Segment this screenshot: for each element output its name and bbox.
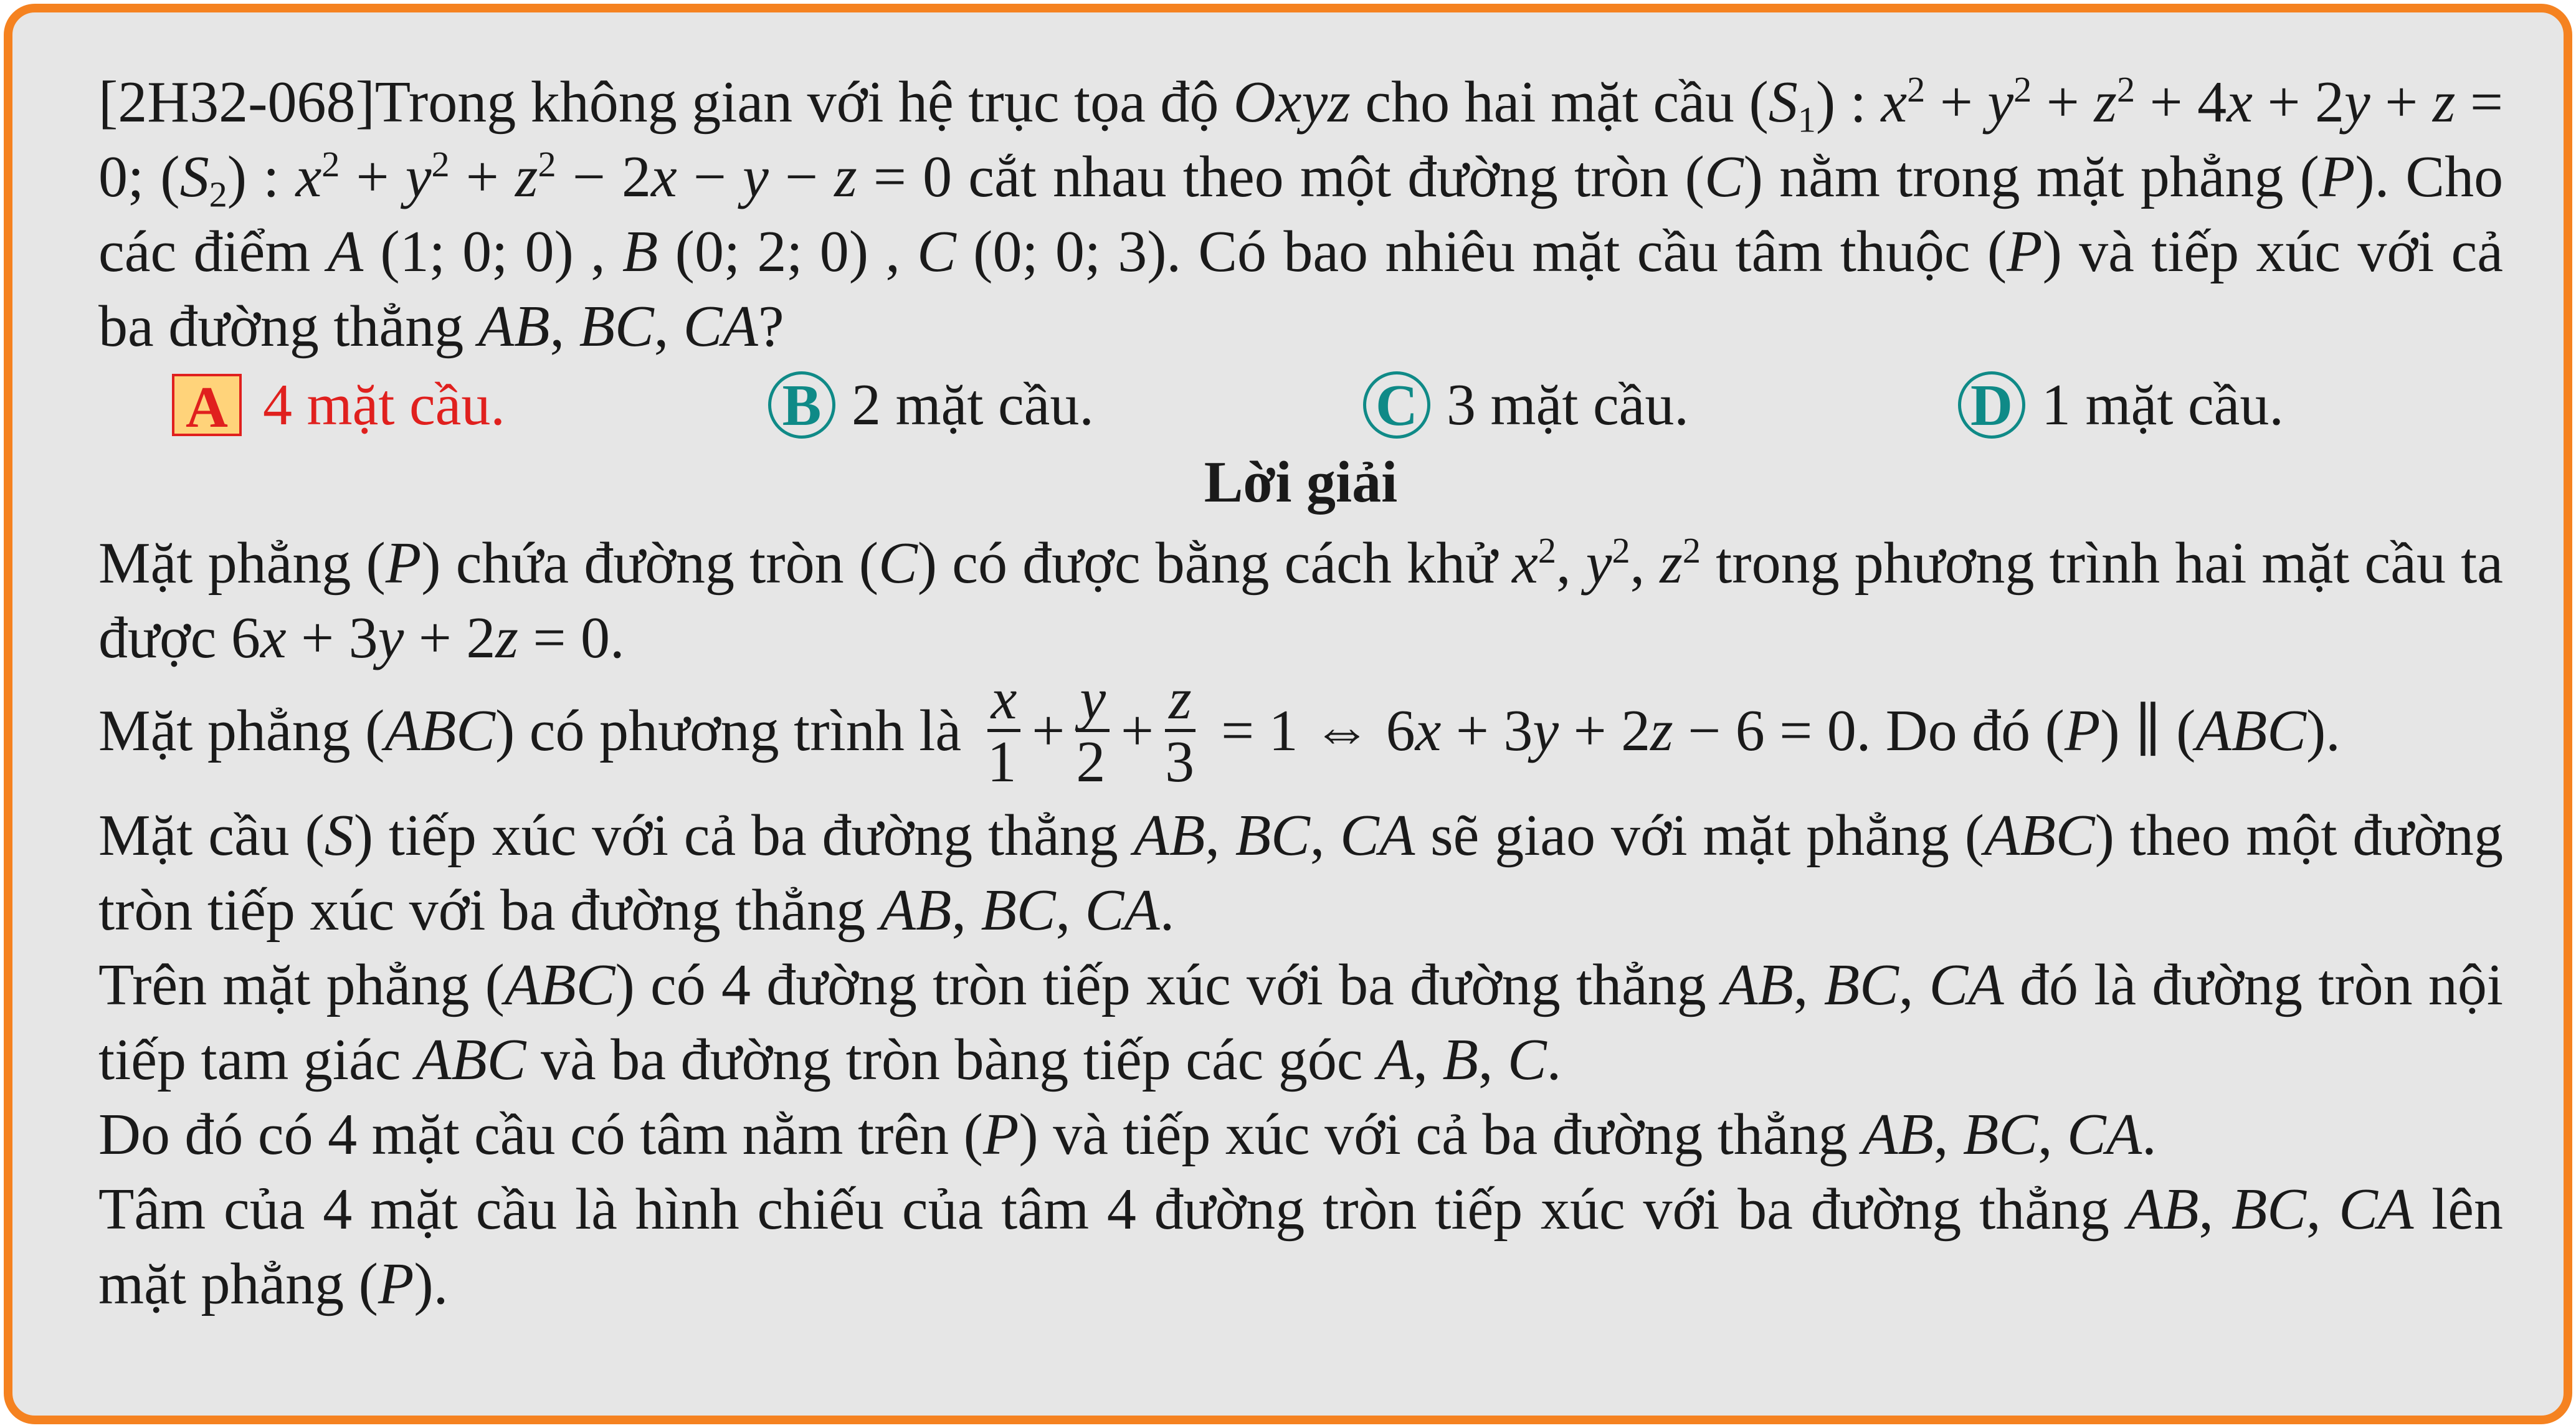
answer-option-d[interactable] [1958,368,2284,442]
answer-text-d: 1 mặt cầu. [2041,373,2284,437]
answer-letter-c: C [1363,371,1430,439]
content [98,65,2503,1321]
solution-paragraph-6: Tâm của 4 mặt cầu là hình chiếu của tâm 4 đường tròn tiếp xúc với ba đường thẳng AB, BC, CA lên mặt phẳng (P). [98,1177,2504,1316]
answer-text-b: 2 mặt cầu. [852,373,1094,437]
answer-letter-b: B [768,371,835,439]
answer-choices [98,364,2503,451]
fraction-x: $\frac{x}{1}$ [987,669,1021,792]
solution-paragraph-3: Mặt cầu (S) tiếp xúc với cả ba đường thẳng AB, BC, CA sẽ giao với mặt phẳng (ABC) theo một đường tròn tiếp xúc với ba đường thẳng AB, BC, CA. [98,803,2503,943]
question-card [4,4,2572,1424]
answer-letter-a: A [172,374,242,436]
fraction-z: $\frac{z}{3}$ [1165,667,1195,794]
answer-text-a: 4 mặt cầu. [263,373,505,437]
answer-letter-d: D [1958,371,2025,439]
answer-text-c: 3 mặt cầu. [1447,373,1689,437]
answer-option-a[interactable] [172,368,505,442]
problem-statement: [2H32-068]Trong không gian với hệ trục tọa độ Oxyz cho hai mặt cầu $(S_1)$ : $x^2 + y^2 + z^2 + 4x + 2y + z = 0$; $(S_2)$ : $x^2 + y^2 + z^2 - 2x - y - z = 0$ cắt nhau theo một đường tròn (C) nằm trong mặt phẳng (P). Cho các điểm A (1; 0; 0) , B (0; 2; 0) , C (0; 0; 3). Có bao nhiêu mặt cầu tâm thuộc (P) và tiếp xúc với cả ba đường thẳng AB, BC, CA? [98,69,2504,359]
solution-paragraph-5: Do đó có 4 mặt cầu có tâm nằm trên (P) và tiếp xúc với cả ba đường thẳng AB, BC, CA. [98,1102,2157,1167]
solution-title: Lời giải [1204,450,1398,515]
answer-option-c[interactable] [1363,368,1689,442]
fraction-y: $\frac{y}{2}$ [1076,669,1110,792]
answer-option-b[interactable] [768,368,1094,442]
solution-paragraph-2: Mặt phẳng (ABC) có phương trình là $\frac{x}{1}$ + $\frac{y}{2}$ + $\frac{z}{3}$ = 1 ⇔ 6x + 3y + 2z − 6 = 0. Do đó (P) ∥ (ABC). [98,667,2341,794]
solution-paragraph-4: Trên mặt phẳng (ABC) có 4 đường tròn tiếp xúc với ba đường thẳng AB, BC, CA đó là đường tròn nội tiếp tam giác ABC và ba đường tròn bàng tiếp các góc A, B, C. [98,953,2504,1092]
solution-paragraph-1: Mặt phẳng (P) chứa đường tròn (C) có được bằng cách khử $x^2$, $y^2$, $z^2$ trong phương trình hai mặt cầu ta được 6x + 3y + 2z = 0. [98,530,2503,670]
